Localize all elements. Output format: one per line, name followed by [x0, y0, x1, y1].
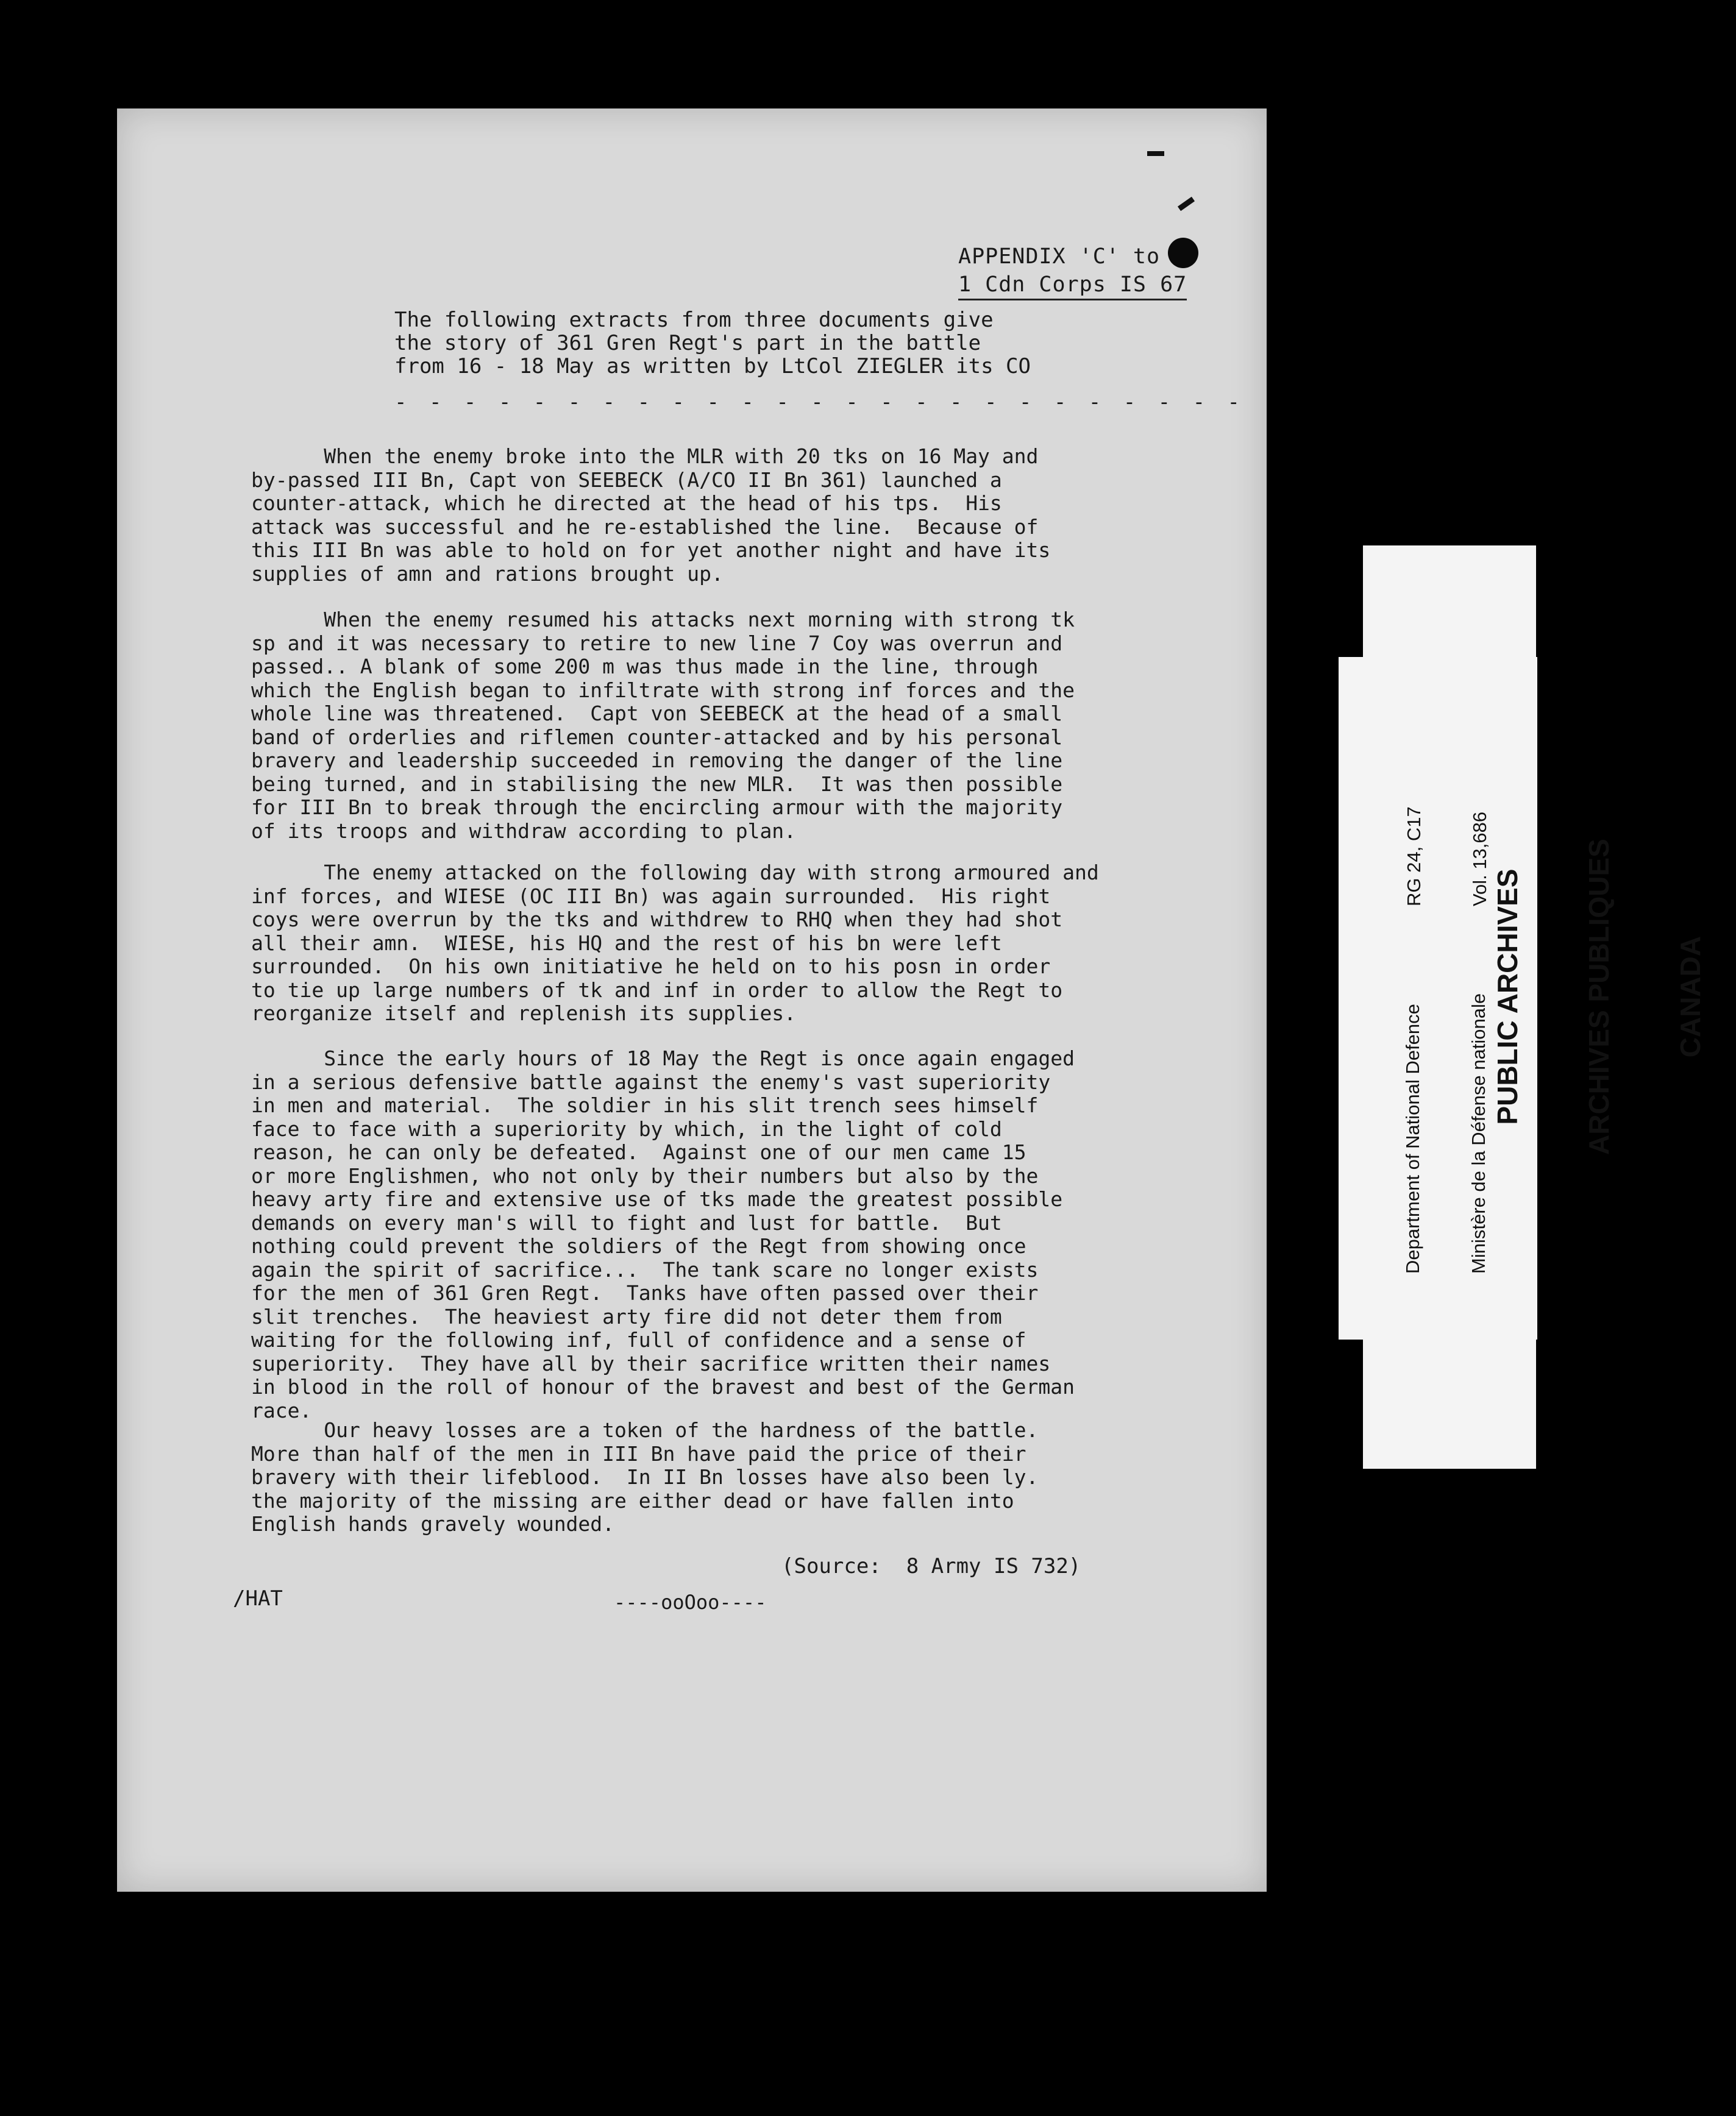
typist-initials: /HAT — [233, 1586, 283, 1611]
ink-mark — [1147, 151, 1164, 156]
intro-line: from 16 - 18 May as written by LtCol ZIEGLER its CO — [394, 354, 1031, 378]
intro-heading — [394, 308, 1126, 378]
paragraph: Since the early hours of 18 May the Regt is once again engaged in a serious defensive battle against the enemy's vast superiority in men and material. The soldier in his slit trench sees himself face to face with a superiority by which, in the light of cold reason, he can only be defeated. Against one of our men came 15 or more Englishmen, who not only by their numbers but also by the heavy arty fire and extensive use of tks made the greatest possible demands on every man's will to fight and lust for battle. But nothing could prevent the soldiers of the Regt from showing once again the spirit of sacrifice... The tank scare no longer exists for the men of 361 Gren Regt. Tanks have often passed over their slit trenches. The heaviest arty fire did not deter them from waiting for the following inf, full of confidence and a sense of superiority. They have all by their sacrifice written their names in blood in the roll of honour of the bravest and best of the German race. — [251, 1046, 1075, 1422]
intro-line: the story of 361 Gren Regt's part in the battle — [394, 331, 981, 355]
archives-line: CANADA — [1674, 936, 1706, 1058]
paragraph: When the enemy broke into the MLR with 20 tks on 16 May and by-passed III Bn, Capt von SEEBECK (A/CO II Bn 361) launched a counter-attack, which he directed at the head of his tps. His attack was successful and he re-established the line. Because of this III Bn was able to hold on for yet another night and have its supplies of amn and rations brought up. — [251, 444, 1051, 586]
ink-mark — [1178, 197, 1195, 211]
paragraph: Our heavy losses are a token of the hardness of the battle. More than half of the men in III Bn have paid the price of their bravery with their lifeblood. In II Bn losses have also been ly. the majority of the missing are either dead or have fallen into English hands gravely wounded. — [251, 1418, 1039, 1536]
document-page — [117, 108, 1267, 1892]
record-reference — [1359, 806, 1513, 906]
appendix-line-2: 1 Cdn Corps IS 67 — [958, 271, 1187, 300]
department-label — [1358, 993, 1512, 1274]
appendix-reference — [958, 243, 1214, 300]
separator-line: - - - - - - - - - - - - - - - - - - - - - - - - - — [394, 390, 1245, 414]
source-citation: (Source: 8 Army IS 732) — [781, 1554, 1081, 1578]
archives-line: PUBLIC ARCHIVES — [1492, 868, 1523, 1125]
department-line: Ministère de la Défense nationale — [1468, 993, 1489, 1274]
archives-line: ARCHIVES PUBLIQUES — [1583, 839, 1615, 1155]
paragraph: The enemy attacked on the following day with strong armoured and inf forces, and WIESE (OC III Bn) was again surrounded. His right coys were overrun by the tks and withdrew to RHQ when they had shot all their amn. WIESE, his HQ and the rest of his bn were left surrounded. On his own initiative he held on to his posn in order to tie up large numbers of tk and inf in order to allow the Regt to reorganize itself and replenish its supplies. — [251, 861, 1099, 1025]
record-volume: Vol. 13,686 — [1469, 811, 1490, 906]
department-line: Department of National Defence — [1402, 1004, 1423, 1274]
record-group: RG 24, C17 — [1403, 806, 1425, 906]
intro-line: The following extracts from three documents give — [394, 308, 994, 332]
paragraph: When the enemy resumed his attacks next morning with strong tk sp and it was necessary to retire to new line 7 Coy was overrun and passed.. A blank of some 200 m was thus made in the line, through which the English began to infiltrate with strong inf forces and the whole line was threatened. Capt von SEEBECK at the head of a small band of orderlies and riflemen counter-attacked and by his personal bravery and leadership succeeded in removing the danger of the line being turned, and in stabilising the new MLR. It was then possible for III Bn to break through the encircling armour with the majority of its troops and withdraw according to plan. — [251, 608, 1075, 843]
end-mark: ----ooOoo---- — [614, 1591, 767, 1614]
appendix-line-1: APPENDIX 'C' to — [958, 244, 1161, 269]
